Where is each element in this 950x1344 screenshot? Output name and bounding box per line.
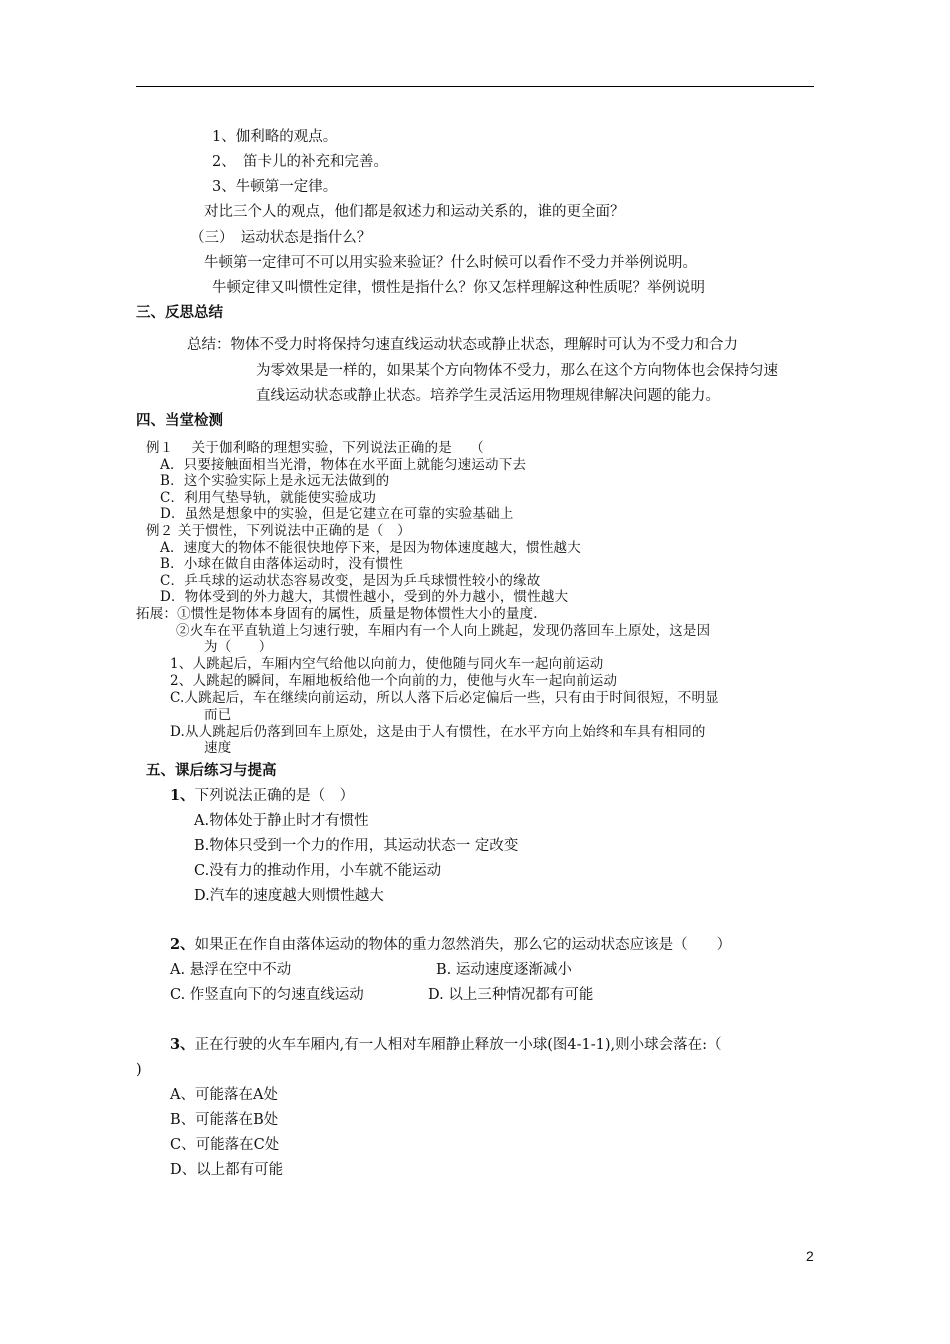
option: B．这个实验实际上是永远无法做到的 — [160, 473, 390, 489]
question-number: 2、 — [170, 936, 195, 953]
option: D.汽车的速度越大则惯性越大 — [194, 888, 384, 904]
paragraph: 牛顿第一定律可不可以用实验来验证？什么时候可以看作不受力并举例说明。 — [204, 255, 697, 271]
question-close: ) — [136, 1062, 142, 1078]
question-number: 3、 — [170, 1036, 195, 1053]
question-text: 如果正在作自由落体运动的物体的重力忽然消失，那么它的运动状态应该是（ ） — [194, 937, 732, 953]
example-question: 例１ 关于伽利略的理想实验，下列说法正确的是 （ — [146, 440, 484, 456]
question-text: 下列说法正确的是（ ） — [194, 788, 355, 804]
extension-line: ②火车在平直轨道上匀速行驶，车厢内有一个人向上跳起，发现仍落回车上原处，这是因 — [176, 623, 711, 639]
option: 1、人跳起后，车厢内空气给他以向前力，使他随与同火车一起向前运动 — [170, 656, 604, 672]
option: 2、人跳起的瞬间，车厢地板给他一个向前的力，使他与火车一起向前运动 — [170, 673, 618, 689]
paragraph: 牛顿定律又叫惯性定律，惯性是指什么？你又怎样理解这种性质呢？举例说明 — [212, 280, 705, 296]
extension-line: 为（ ） — [204, 639, 273, 655]
option: A、可能落在A处 — [170, 1087, 278, 1103]
option: D.从人跳起后仍落到回车上原处，这是由于人有惯性，在水平方向上始终和车具有相同的 — [170, 724, 706, 740]
exercise-question — [170, 1036, 721, 1054]
section-heading: 三、反思总结 — [136, 305, 223, 321]
option: 速度 — [204, 740, 232, 756]
question-number: 1、 — [170, 787, 195, 804]
paragraph: 对比三个人的观点，他们都是叙述力和运动关系的，谁的更全面？ — [204, 204, 625, 220]
section-heading: 五、课后练习与提高 — [146, 763, 277, 779]
summary-line: 直线运动状态或静止状态。培养学生灵活运用物理规律解决问题的能力。 — [256, 388, 720, 404]
option: B、可能落在B处 — [170, 1112, 279, 1128]
option: D．虽然是想象中的实验，但是它建立在可靠的实验基础上 — [160, 506, 514, 522]
option: B.物体只受到一个力的作用，其运动状态一 定改变 — [194, 838, 519, 854]
list-item: 3、牛顿第一定律。 — [212, 179, 338, 195]
option: B．小球在做自由落体运动时，没有惯性 — [160, 556, 404, 572]
list-item: 2、 笛卡儿的补充和完善。 — [212, 154, 388, 170]
option: D、以上都有可能 — [170, 1162, 284, 1178]
option: C、可能落在C处 — [170, 1137, 280, 1153]
summary-line: 总结：物体不受力时将保持匀速直线运动状态或静止状态，理解时可认为不受力和合力 — [187, 337, 738, 353]
option: B. 运动速度逐渐减小 — [436, 962, 572, 978]
option: D. 以上三种情况都有可能 — [428, 987, 594, 1003]
option: A. 悬浮在空中不动 — [170, 962, 292, 978]
question-text: 正在行驶的火车车厢内,有一人相对车厢静止释放一小球(图4-1-1),则小球会落在:（ — [194, 1037, 722, 1053]
option: C.没有力的推动作用，小车就不能运动 — [194, 863, 442, 879]
option: C. 作竖直向下的匀速直线运动 — [170, 987, 364, 1003]
subheading: （三） 运动状态是指什么？ — [190, 230, 372, 246]
example-question: 例２ 关于惯性，下列说法中正确的是（ ） — [146, 523, 411, 539]
summary-line: 为零效果是一样的，如果某个方向物体不受力，那么在这个方向物体也会保持匀速 — [256, 363, 778, 379]
section-heading: 四、当堂检测 — [136, 413, 223, 429]
exercise-question — [170, 936, 731, 954]
list-item: 1、伽利略的观点。 — [212, 129, 338, 145]
option: A．速度大的物体不能很快地停下来，是因为物体速度越大，惯性越大 — [160, 540, 581, 556]
option: C.人跳起后，车在继续向前运动，所以人落下后必定偏后一些，只有由于时间很短，不明显 — [170, 690, 719, 706]
option: D．物体受到的外力越大，其惯性越小，受到的外力越小，惯性越大 — [160, 589, 569, 605]
exercise-question — [170, 787, 354, 805]
option: A．只要接触面相当光滑，物体在水平面上就能匀速运动下去 — [160, 457, 527, 473]
option: C．乒乓球的运动状态容易改变，是因为乒乓球惯性较小的缘故 — [160, 573, 541, 589]
header-rule — [136, 86, 814, 87]
option: A.物体处于静止时才有惯性 — [194, 813, 369, 829]
option: C．利用气垫导轨，就能使实验成功 — [160, 490, 377, 506]
extension-line: 拓展：①惯性是物体本身固有的属性，质量是物体惯性大小的量度. — [136, 606, 538, 622]
option: 而已 — [204, 707, 232, 723]
page-number: 2 — [806, 1248, 814, 1264]
